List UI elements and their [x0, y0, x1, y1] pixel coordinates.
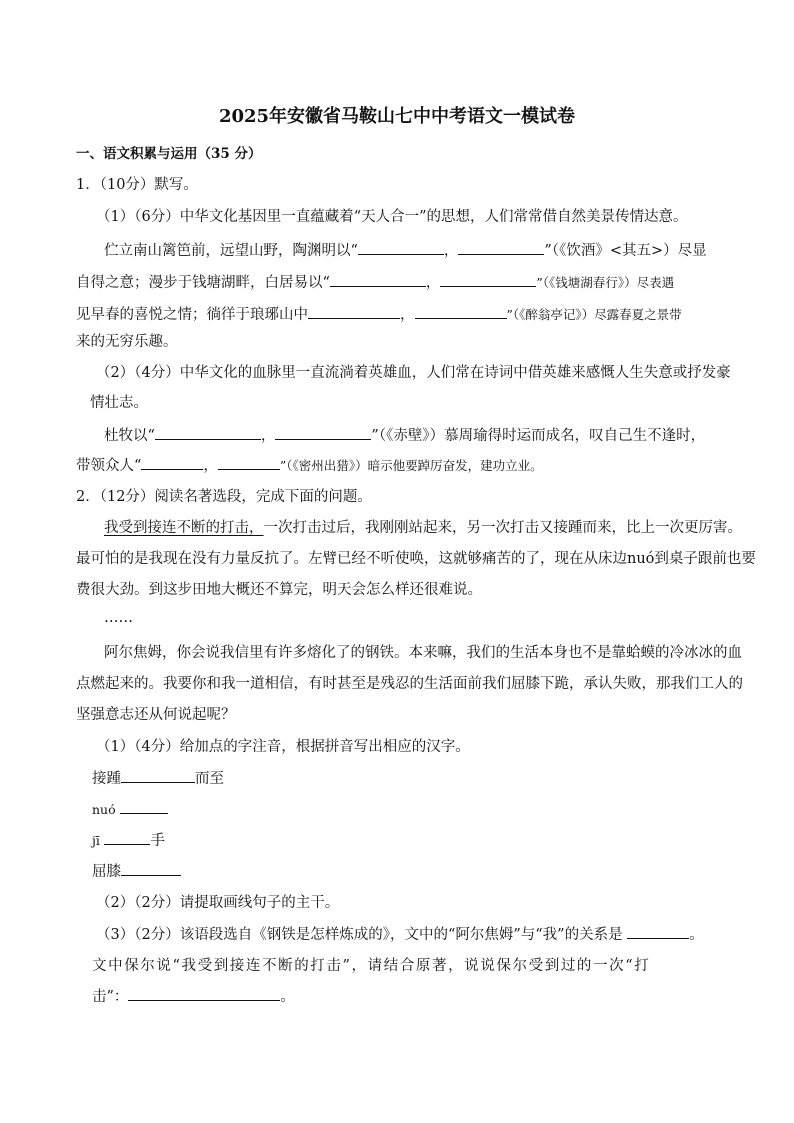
- q1-part1-line4: 来的无穷乐趣。: [76, 334, 178, 350]
- q2-passage-line5: 点燃起来的。我要你和我一道相信，有时甚至是残忍的生活面前我们屈膝下跪，承认失败，那我们工人的: [76, 676, 743, 692]
- question-2-heading: 2．（12分）阅读名著选段，完成下面的问题。: [76, 489, 372, 505]
- q2-passage-line1: [104, 518, 742, 538]
- page-title: 2025年安徽省马鞍山七中中考语文一模试卷: [218, 106, 576, 127]
- q1-part1-line1: [104, 240, 707, 261]
- answer-blank[interactable]: [415, 304, 507, 319]
- answer-blank[interactable]: [275, 425, 371, 440]
- answer-blank[interactable]: [155, 425, 261, 440]
- text: 自得之意；漫步于钱塘湖畔，白居易以“: [76, 275, 330, 291]
- passage-ellipsis: ……: [104, 610, 133, 626]
- text: 击”：: [92, 989, 129, 1005]
- text: ，: [203, 458, 218, 474]
- q1-part1-line2: [76, 272, 674, 293]
- q2-sub2-prompt: （2）（2分）请提取画线句子的主干。: [96, 895, 340, 911]
- q2-sub3-line2: 文中保尔说“我受到接连不断的打击”，请结合原著，说说保尔受到过的一次“打: [92, 958, 651, 974]
- pinyin: jī: [92, 833, 100, 848]
- q2-item2: [92, 799, 168, 820]
- text: ”（《钱塘湖春行》）尽表遇: [536, 275, 675, 290]
- question-1-heading: 1．（10分）默写。: [76, 177, 198, 193]
- q2-item4: [92, 861, 181, 882]
- text: ”（《醉翁亭记》）尽露春夏之景带: [506, 307, 682, 322]
- underlined-sentence: 我受到接连不断的打击，: [104, 520, 264, 536]
- answer-blank[interactable]: [121, 768, 195, 783]
- text: 接踵: [92, 771, 121, 787]
- text: 。: [689, 927, 704, 943]
- answer-blank[interactable]: [104, 830, 150, 845]
- text: 伫立南山篱笆前，远望山野，陶渊明以“: [104, 243, 358, 259]
- section-heading: 一、语文积累与运用（35 分）: [76, 146, 262, 162]
- text: ，: [260, 428, 276, 444]
- answer-blank[interactable]: [330, 272, 426, 287]
- text: 一次打击过后，我刚刚站起来，另一次打击又接踵而来，比上一次更厉害。: [263, 520, 742, 536]
- answer-blank[interactable]: [440, 272, 536, 287]
- text: 带领众人“: [76, 458, 142, 474]
- q2-sub3-line1: [96, 924, 704, 945]
- answer-blank[interactable]: [218, 455, 280, 470]
- q2-passage-line3: 费很大劲。到这步田地大概还不算完，明天会怎么样还很难说。: [76, 582, 482, 598]
- text: ，: [425, 275, 441, 291]
- answer-blank[interactable]: [458, 240, 544, 255]
- answer-blank[interactable]: [121, 861, 181, 876]
- q1-part2-line1: [104, 425, 705, 446]
- text: ，: [443, 243, 459, 259]
- answer-blank[interactable]: [120, 799, 168, 814]
- text: 。: [280, 989, 295, 1005]
- q2-passage-line2: 最可怕的是我现在没有力量反抗了。左臂已经不听使唤，这就够痛苦的了，现在从床边nuó到桌子跟前也要: [76, 551, 756, 567]
- text: ”（《赤壁》）慕周瑜得时运而成名，叹自己生不逢时，: [371, 428, 706, 444]
- q1-part1-line3: [76, 304, 682, 325]
- text: ，: [400, 307, 415, 323]
- q1-part2-intro-cont: 情壮志。: [90, 395, 148, 411]
- q2-item3: [92, 830, 165, 851]
- q1-part1-intro: （1）（6分）中华文化基因里一直蕴藏着“天人合一”的思想，人们常常借自然美景传情达意。: [96, 209, 688, 225]
- answer-blank[interactable]: [141, 455, 203, 470]
- q1-part2-line2: [76, 455, 543, 476]
- text: ”（《密州出猎》）暗示他要踔厉奋发，建功立业。: [279, 458, 543, 473]
- pinyin: nuó: [92, 802, 116, 817]
- q2-sub3-line3: [92, 986, 295, 1007]
- q2-item1: [92, 768, 224, 789]
- text: 杜牧以“: [104, 428, 155, 444]
- text: ”（《饮酒》<其五>）尽显: [544, 243, 707, 259]
- answer-blank[interactable]: [308, 304, 400, 319]
- q2-sub1-prompt: （1）（4分）给加点的字注音，根据拼音写出相应的汉字。: [96, 739, 470, 755]
- text: （3）（2分）该语段选自《钢铁是怎样炼成的》，文中的“阿尔焦姆”与“我”的关系是: [96, 927, 623, 943]
- q2-passage-line4: 阿尔焦姆，你会说我信里有许多熔化了的钢铁。本来嘛，我们的生活本身也不是靠蛤蟆的冷冰冰的血: [104, 645, 742, 661]
- text: 屈膝: [92, 864, 121, 880]
- text: 而至: [195, 771, 224, 787]
- answer-blank[interactable]: [627, 924, 689, 939]
- text: 手: [150, 833, 165, 849]
- answer-blank[interactable]: [358, 240, 444, 255]
- q2-passage-line6: 坚强意志还从何说起呢？: [76, 707, 236, 723]
- q1-part2-intro: （2）（4分）中华文化的血脉里一直流淌着英雄血，人们常在诗词中借英雄来感慨人生失意或抒发豪: [96, 365, 731, 381]
- text: 见早春的喜悦之情；徜徉于琅琊山中: [76, 307, 308, 323]
- answer-blank[interactable]: [128, 986, 280, 1001]
